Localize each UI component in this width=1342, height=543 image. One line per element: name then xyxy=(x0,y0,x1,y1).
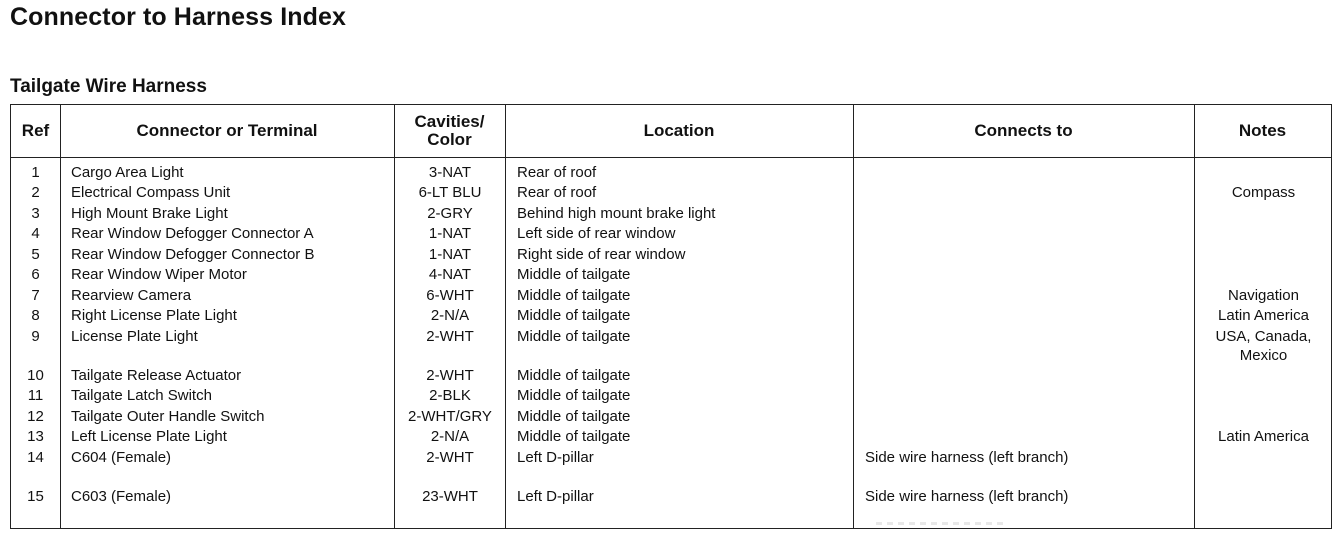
row-notes: Latin America xyxy=(1218,307,1309,324)
row-cavities-color: 2-GRY xyxy=(427,205,473,222)
row-connector: Rear Window Wiper Motor xyxy=(71,266,247,283)
row-connector: Left License Plate Light xyxy=(71,428,227,445)
row-location: Behind high mount brake light xyxy=(517,205,716,222)
row-ref: 10 xyxy=(27,367,44,384)
row-notes: Navigation xyxy=(1228,287,1299,304)
row-location: Left side of rear window xyxy=(517,225,676,242)
header-ref: Ref xyxy=(21,121,50,140)
row-location: Middle of tailgate xyxy=(517,328,631,345)
harness-index-table xyxy=(10,104,1332,529)
row-cavities-color: 4-NAT xyxy=(428,266,472,283)
row-connector: High Mount Brake Light xyxy=(71,205,228,222)
row-location: Middle of tailgate xyxy=(517,266,631,283)
row-cavities-color: 2-BLK xyxy=(429,387,471,404)
section-title: Tailgate Wire Harness xyxy=(10,76,207,97)
row-ref: 12 xyxy=(27,408,44,425)
row-ref: 6 xyxy=(31,266,40,283)
row-cavities-color: 6-LT BLU xyxy=(418,184,482,201)
row-connector: Electrical Compass Unit xyxy=(71,184,231,201)
row-ref: 9 xyxy=(31,328,40,345)
header-location: Location xyxy=(643,121,715,140)
row-connector: Rear Window Defogger Connector A xyxy=(71,225,314,242)
row-location: Middle of tailgate xyxy=(517,408,631,425)
row-cavities-color: 2-WHT/GRY xyxy=(408,408,492,425)
row-ref: 3 xyxy=(31,205,40,222)
row-cavities-color: 1-NAT xyxy=(428,246,472,263)
row-connector: Cargo Area Light xyxy=(71,164,184,181)
row-ref: 11 xyxy=(27,387,44,404)
row-cavities-color: 2-N/A xyxy=(430,307,470,324)
row-ref: 14 xyxy=(27,449,44,466)
row-connects-to: Side wire harness (left branch) xyxy=(865,449,1069,466)
row-location: Middle of tailgate xyxy=(517,367,631,384)
row-location: Rear of roof xyxy=(517,164,597,181)
row-connector: Tailgate Release Actuator xyxy=(71,367,242,384)
row-ref: 2 xyxy=(31,184,40,201)
row-ref: 13 xyxy=(27,428,44,445)
row-location: Left D-pillar xyxy=(517,449,594,466)
row-ref: 7 xyxy=(31,287,40,304)
row-cavities-color: 2-N/A xyxy=(430,428,470,445)
row-connector: Right License Plate Light xyxy=(71,307,237,324)
row-ref: 15 xyxy=(27,488,44,505)
row-cavities-color: 6-WHT xyxy=(426,287,474,304)
row-notes: Latin America xyxy=(1218,428,1309,445)
row-notes: USA, Canada, Mexico xyxy=(1215,328,1312,364)
row-connector: C603 (Female) xyxy=(71,488,172,505)
row-connector: Tailgate Outer Handle Switch xyxy=(71,408,265,425)
row-notes: Compass xyxy=(1231,184,1296,201)
header-connector: Connector or Terminal xyxy=(136,121,318,140)
row-connector: License Plate Light xyxy=(71,328,198,345)
row-cavities-color: 2-WHT xyxy=(426,328,474,345)
column-divider xyxy=(60,105,61,528)
row-ref: 4 xyxy=(31,225,40,242)
row-ref: 1 xyxy=(31,164,40,181)
scan-artifact xyxy=(876,522,1006,525)
row-connector: C604 (Female) xyxy=(71,449,172,466)
row-location: Middle of tailgate xyxy=(517,387,631,404)
row-connector: Rearview Camera xyxy=(71,287,192,304)
row-cavities-color: 2-WHT xyxy=(426,367,474,384)
row-connector: Tailgate Latch Switch xyxy=(71,387,212,404)
header-cavities-color: Cavities/ Color xyxy=(414,112,485,149)
row-location: Middle of tailgate xyxy=(517,428,631,445)
header-notes: Notes xyxy=(1238,121,1287,140)
row-location: Middle of tailgate xyxy=(517,307,631,324)
row-cavities-color: 2-WHT xyxy=(426,449,474,466)
column-divider xyxy=(505,105,506,528)
header-divider xyxy=(11,157,1331,158)
row-cavities-color: 1-NAT xyxy=(428,225,472,242)
header-connects-to: Connects to xyxy=(974,121,1073,140)
row-connector: Rear Window Defogger Connector B xyxy=(71,246,315,263)
row-location: Left D-pillar xyxy=(517,488,594,505)
row-ref: 5 xyxy=(31,246,40,263)
row-ref: 8 xyxy=(31,307,40,324)
row-location: Rear of roof xyxy=(517,184,597,201)
column-divider xyxy=(853,105,854,528)
row-connects-to: Side wire harness (left branch) xyxy=(865,488,1069,505)
row-cavities-color: 23-WHT xyxy=(422,488,478,505)
row-cavities-color: 3-NAT xyxy=(428,164,472,181)
row-location: Right side of rear window xyxy=(517,246,686,263)
page-title: Connector to Harness Index xyxy=(10,3,346,31)
row-location: Middle of tailgate xyxy=(517,287,631,304)
